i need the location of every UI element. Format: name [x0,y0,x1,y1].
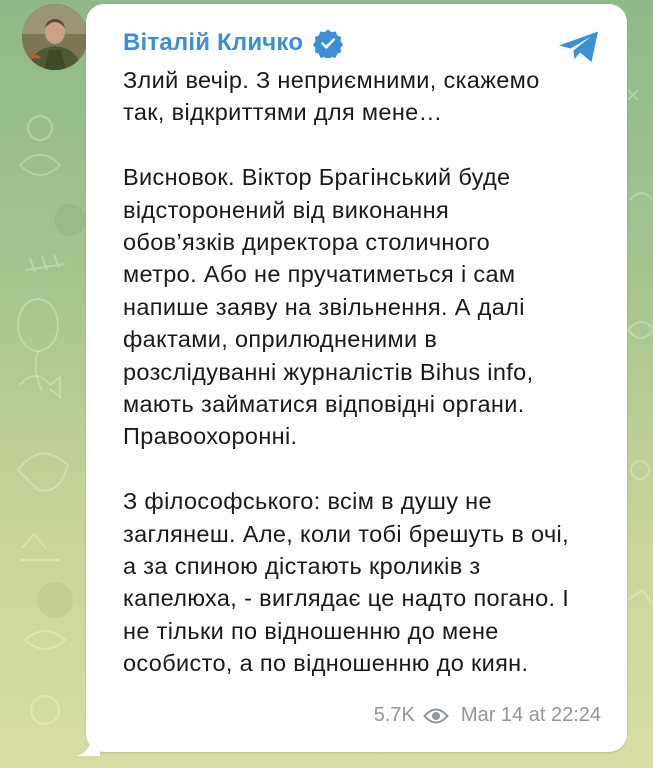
message-text [123,64,613,680]
message-bubble[interactable] [86,4,627,752]
message-timestamp: Mar 14 at 22:24 [460,704,601,726]
message-meta [374,704,601,727]
message-paragraph-2: Висновок. Віктор Брагінський буде відсторонений від виконання обов’язків директора столичного метро. Або не пручатиметься і сам напише заяву на звільнення. А далі фактами, оприлюдненими в розслідуванні журналістів Bihus info, мають займатися відповідні органи. Правоохоронні. [123,164,534,450]
telegram-share-icon[interactable] [557,30,601,64]
author-name[interactable]: Віталій Кличко [123,29,304,56]
eye-icon [423,707,449,725]
avatar-photo [22,4,88,70]
bubble-tail [76,738,100,756]
verified-badge-icon [313,28,343,58]
message-paragraph-3: З філософського: всім в душу не заглянеш. Але, коли тобі брешуть в очі, а за спиною дістають кроликів з капелюха, - виглядає це надто погано. І не тільки по відношенню до мене особисто, а по відношенню до киян. [123,488,570,677]
channel-avatar[interactable] [22,4,88,70]
view-count: 5.7K [373,704,415,726]
message-header [123,26,343,60]
message-paragraph-1: Злий вечір. З неприємними, скажемо так, відкриттями для мене… [123,67,540,126]
